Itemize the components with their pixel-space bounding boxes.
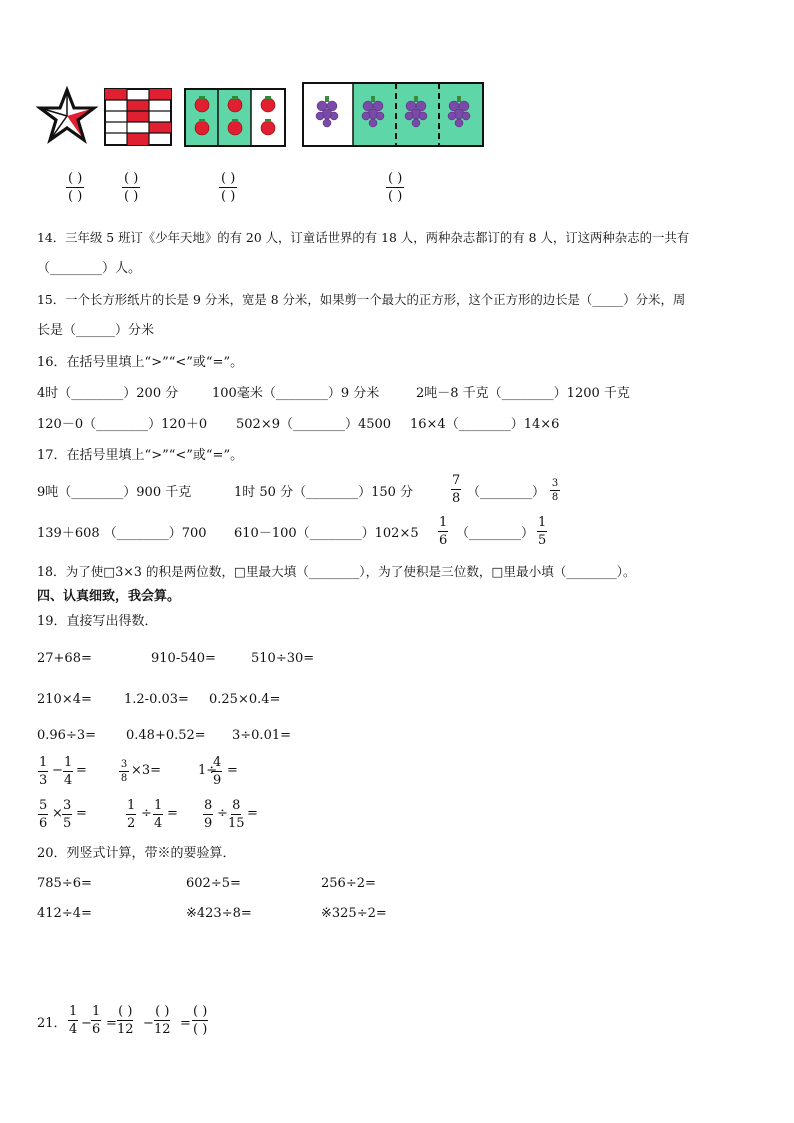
numerator: ( ) <box>155 1004 170 1019</box>
fraction <box>119 759 129 784</box>
fraction <box>212 755 222 788</box>
numerator: 1 <box>64 755 73 770</box>
q16-item[interactable]: 16×4（________）14×6 <box>410 417 560 432</box>
operator: 1÷ <box>198 763 218 778</box>
q19-item[interactable]: 27+68= <box>37 651 92 666</box>
denominator: 8 <box>551 492 559 503</box>
numerator: 1 <box>127 798 136 813</box>
fraction <box>126 798 136 831</box>
answer-numerator: ( ) <box>124 171 139 186</box>
denominator: 8 <box>452 491 461 506</box>
q16-item[interactable]: 502×9（________）4500 <box>236 417 392 432</box>
q17-item[interactable]: 9吨（________）900 千克 <box>37 485 192 500</box>
operator: − <box>52 763 63 778</box>
q19-item[interactable]: 0.25×0.4= <box>209 692 281 707</box>
numerator: 3 <box>551 478 559 489</box>
answer-fraction-4[interactable] <box>386 171 404 204</box>
denominator: 9 <box>213 773 222 788</box>
grape-figure <box>302 82 484 148</box>
answer-fraction-2[interactable] <box>122 171 140 204</box>
q15-line1: 15．一个长方形纸片的长是 9 分米，宽是 8 分米，如果剪一个最大的正方形，这个正方形的边长是（_____）分米，周 <box>37 292 686 307</box>
denominator: 5 <box>538 533 547 548</box>
fraction <box>68 1004 78 1037</box>
numerator: 1 <box>439 515 448 530</box>
q20-item[interactable]: ※325÷2= <box>321 906 387 921</box>
q20-item[interactable]: 256÷2= <box>321 876 376 891</box>
numerator: 8 <box>204 798 213 813</box>
numerator: 4 <box>213 755 222 770</box>
equals[interactable]: = <box>227 763 238 778</box>
denominator: 5 <box>63 816 72 831</box>
fraction <box>38 755 48 788</box>
denominator: 15 <box>228 816 245 831</box>
q18-text[interactable]: 18．为了使□3×3 的积是两位数，□里最大填（________），为了使积是三位数，□里最小填（________）。 <box>37 564 636 579</box>
numerator: ( ) <box>118 1004 133 1019</box>
numerator: 7 <box>452 473 461 488</box>
numerator: 3 <box>120 759 128 770</box>
q17-blank[interactable]: （________） <box>456 526 535 541</box>
q16-item[interactable]: 100毫米（________）9 分米 <box>212 386 380 401</box>
numerator: 3 <box>63 798 72 813</box>
answer-fraction[interactable] <box>154 1004 171 1037</box>
equals[interactable]: = <box>76 763 87 778</box>
equals: = <box>106 1016 117 1031</box>
numerator: 8 <box>232 798 241 813</box>
denominator: 6 <box>39 816 48 831</box>
operator[interactable]: ×3= <box>131 763 162 778</box>
q14-line1: 14．三年级 5 班订《少年天地》的有 20 人，订童话世界的有 18 人，两种杂志都订的有 8 人，订这两种杂志的一共有 <box>37 230 690 245</box>
equals: = <box>180 1016 191 1031</box>
fraction <box>203 798 213 831</box>
denominator: 2 <box>127 816 136 831</box>
numerator: 1 <box>39 755 48 770</box>
numerator: 1 <box>538 515 547 530</box>
q21-label: 21． <box>37 1016 67 1031</box>
denominator: 6 <box>439 533 448 548</box>
fraction <box>62 798 72 831</box>
q17-title: 17．在括号里填上“>”“<”或“=”。 <box>37 448 244 463</box>
q19-item[interactable]: 210×4= <box>37 692 92 707</box>
q19-item[interactable]: 910-540= <box>151 651 216 666</box>
q17-item[interactable]: 610－100（________）102×5 <box>234 526 419 541</box>
q17-blank[interactable]: （________） <box>467 485 546 500</box>
q17-item[interactable]: 1时 50 分（________）150 分 <box>234 485 414 500</box>
equals[interactable]: = <box>247 806 258 821</box>
numerator: ( ) <box>193 1004 208 1019</box>
q19-item[interactable]: 1.2-0.03= <box>124 692 189 707</box>
star-figure <box>36 86 98 148</box>
q16-title: 16．在括号里填上“>”“<”或“=”。 <box>37 355 244 370</box>
answer-numerator: ( ) <box>388 171 403 186</box>
q19-item[interactable]: 0.96÷3= <box>37 728 97 743</box>
q20-title: 20．列竖式计算，带※的要验算． <box>37 846 236 861</box>
denominator: 8 <box>120 773 128 784</box>
denominator: 12 <box>154 1022 171 1037</box>
q20-item[interactable]: 785÷6= <box>37 876 92 891</box>
fraction <box>38 798 48 831</box>
answer-numerator: ( ) <box>68 171 83 186</box>
answer-denominator: ( ) <box>221 189 236 204</box>
operator: − <box>81 1016 92 1031</box>
equals[interactable]: = <box>167 806 178 821</box>
answer-denominator: ( ) <box>68 189 83 204</box>
denominator: 6 <box>92 1022 101 1037</box>
q17-fraction-right <box>537 515 547 548</box>
q15-line2[interactable]: 长是（______）分米 <box>37 323 155 338</box>
operator: × <box>52 806 63 821</box>
denominator: 12 <box>117 1022 134 1037</box>
numerator: 5 <box>39 798 48 813</box>
fraction <box>63 755 73 788</box>
answer-fraction-3[interactable] <box>219 171 237 204</box>
q17-fraction-left <box>438 515 448 548</box>
numerator: 1 <box>154 798 163 813</box>
fraction <box>153 798 163 831</box>
denominator: 4 <box>69 1022 78 1037</box>
fraction <box>91 1004 101 1037</box>
q19-title: 19．直接写出得数． <box>37 614 158 629</box>
grid-figure <box>104 88 172 146</box>
q17-fraction-left <box>451 473 461 506</box>
answer-denominator: ( ) <box>124 189 139 204</box>
answer-fraction[interactable] <box>192 1004 208 1037</box>
answer-fraction[interactable] <box>117 1004 134 1037</box>
operator: ÷ <box>141 806 152 821</box>
denominator: 3 <box>39 773 48 788</box>
q20-item[interactable]: ※423÷8= <box>186 906 252 921</box>
fraction <box>228 798 245 831</box>
q20-item[interactable]: 602÷5= <box>186 876 241 891</box>
q19-item[interactable]: 510÷30= <box>251 651 315 666</box>
q17-item[interactable]: 139＋608 （________）700 <box>37 526 207 541</box>
answer-fraction-1[interactable] <box>66 171 84 204</box>
operator: − <box>143 1016 154 1031</box>
answer-denominator: ( ) <box>388 189 403 204</box>
q14-line2[interactable]: （________）人。 <box>37 261 142 276</box>
denominator: 4 <box>154 816 163 831</box>
q16-item[interactable]: 2吨－8 千克（________）1200 千克 <box>416 386 630 401</box>
equals[interactable]: = <box>76 806 87 821</box>
q16-item[interactable]: 120－0（________）120＋0 <box>37 417 208 432</box>
q19-item[interactable]: 3÷0.01= <box>232 728 292 743</box>
q16-item[interactable]: 4时（________）200 分 <box>37 386 179 401</box>
strawberry-figure <box>184 88 286 148</box>
denominator: 9 <box>204 816 213 831</box>
denominator: ( ) <box>193 1022 208 1037</box>
numerator: 1 <box>92 1004 101 1019</box>
denominator: 4 <box>64 773 73 788</box>
numerator: 1 <box>69 1004 78 1019</box>
q17-fraction-right <box>550 478 560 503</box>
operator: ÷ <box>217 806 228 821</box>
answer-numerator: ( ) <box>221 171 236 186</box>
section-title: 四、认真细致，我会算。 <box>37 589 181 604</box>
q19-item[interactable]: 0.48+0.52= <box>126 728 206 743</box>
q20-item[interactable]: 412÷4= <box>37 906 92 921</box>
